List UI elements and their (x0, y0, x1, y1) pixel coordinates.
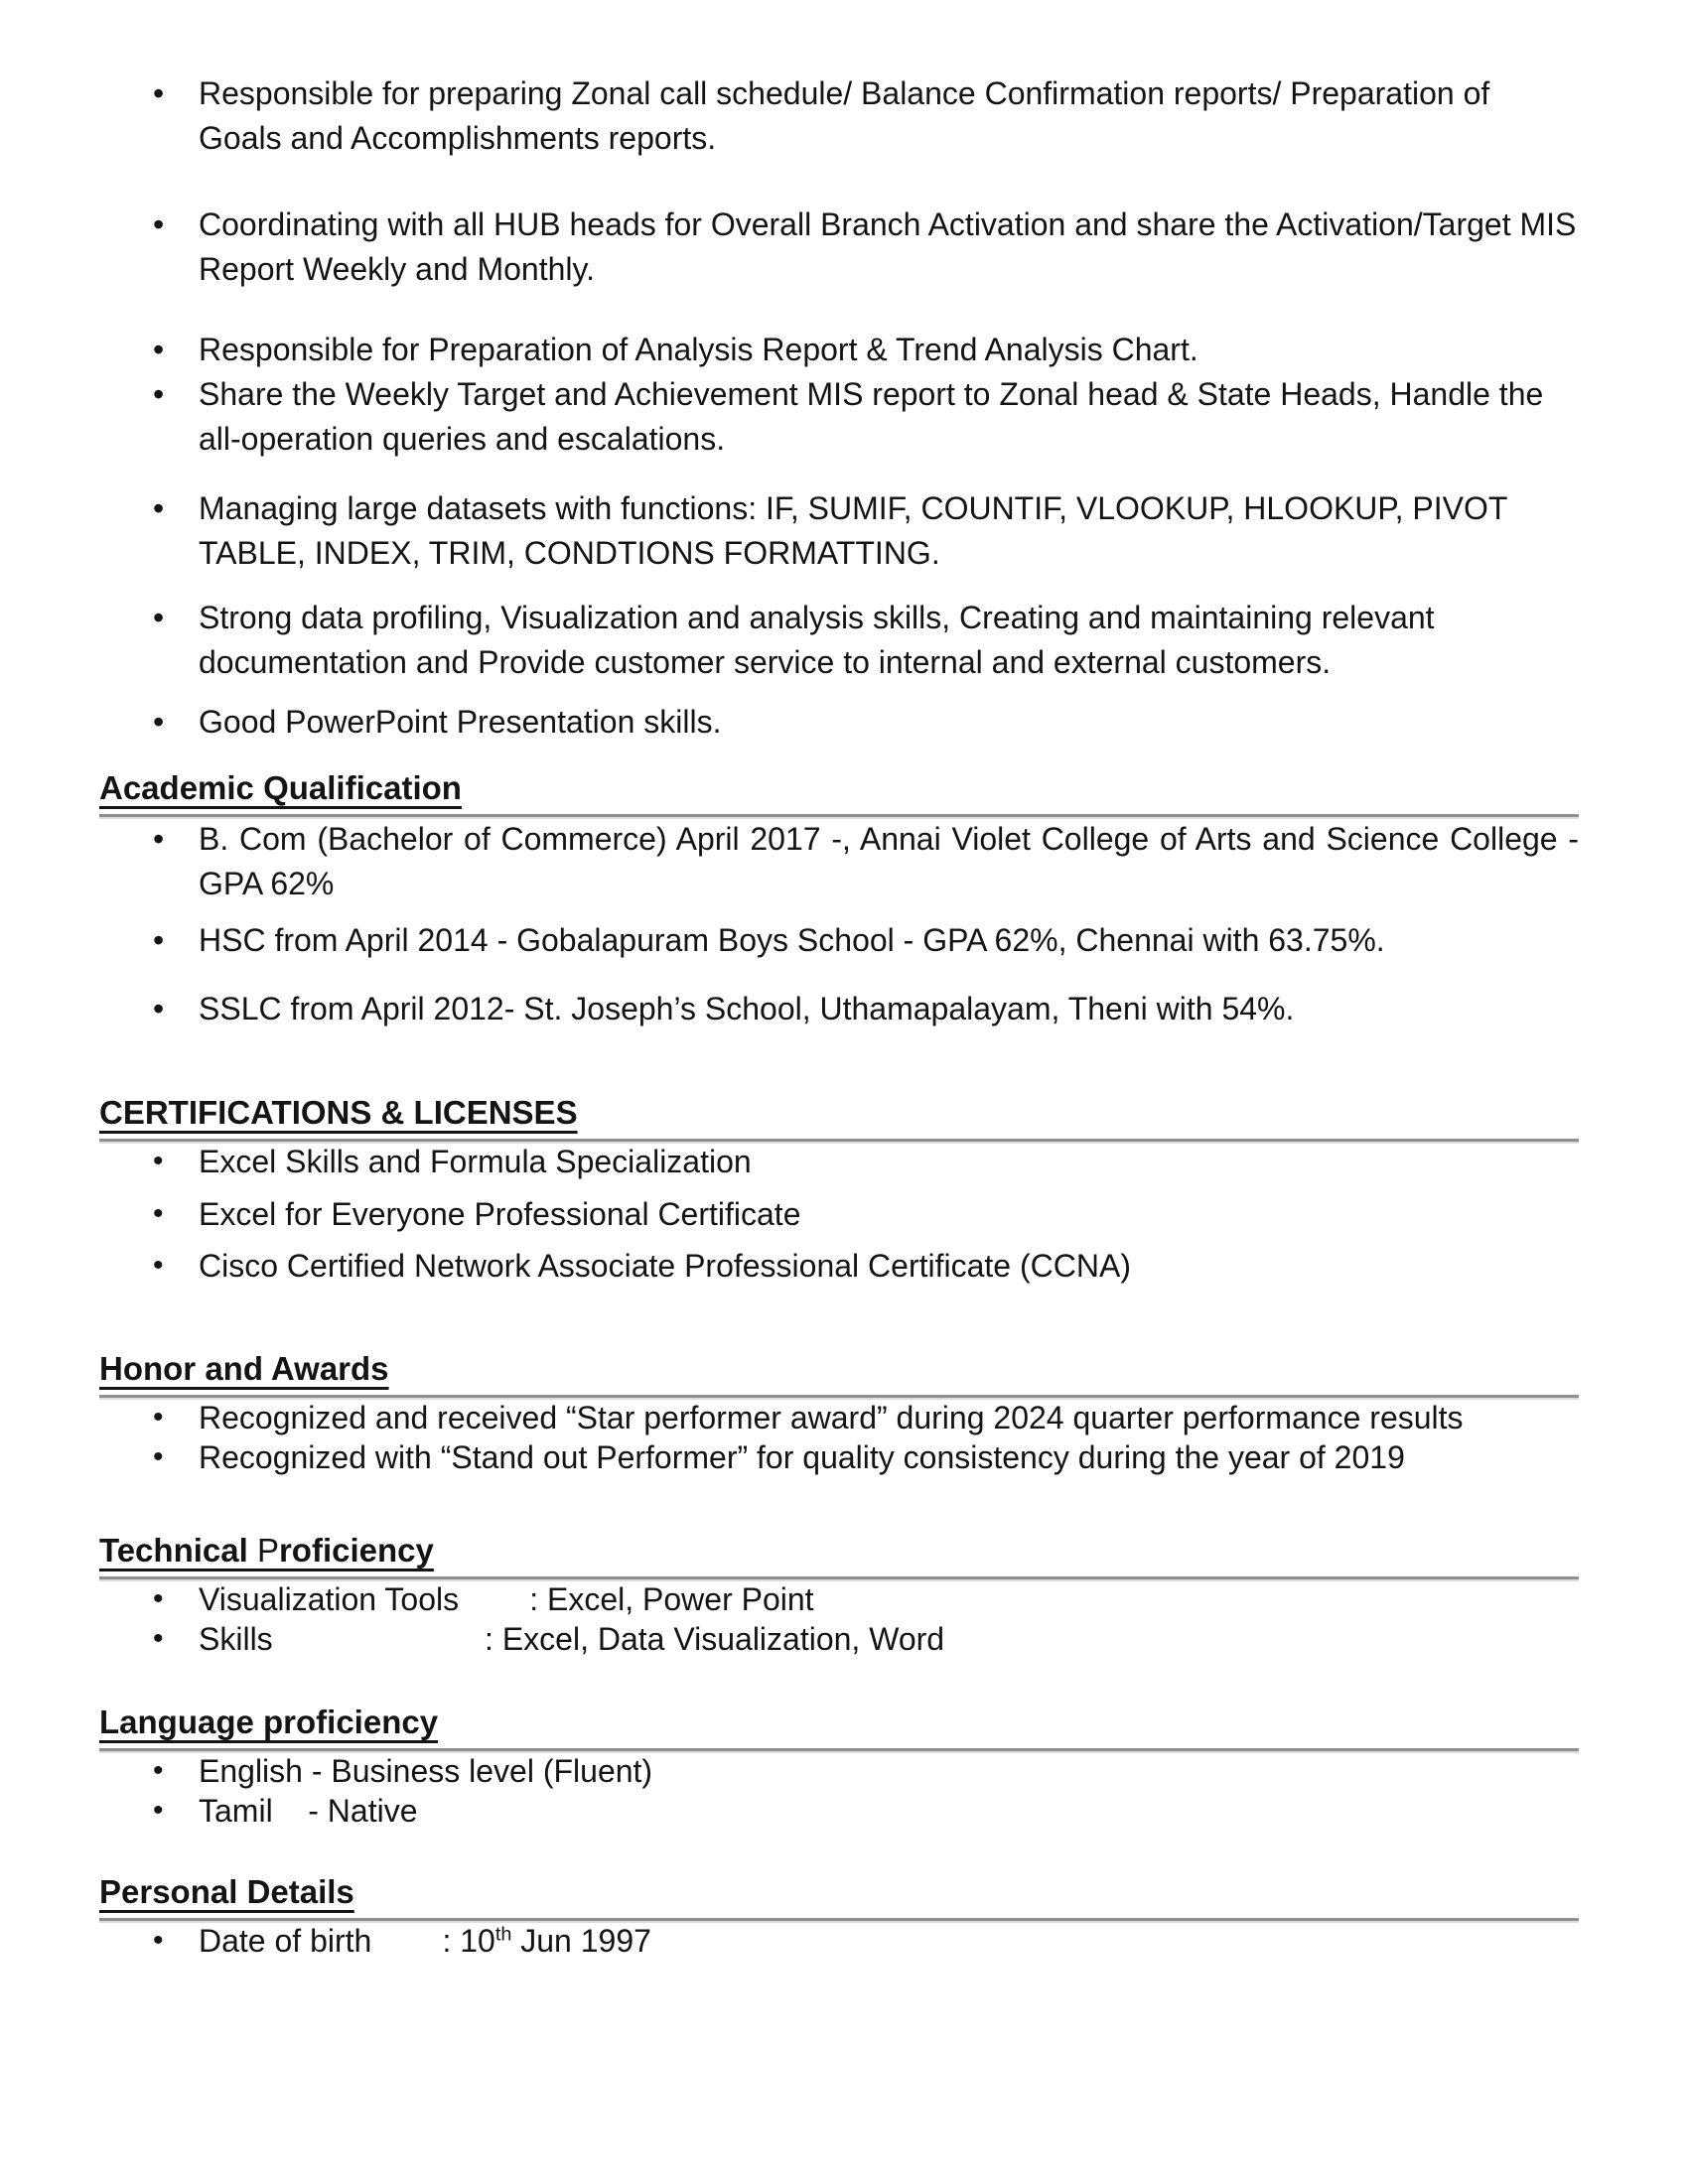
list-item (99, 1194, 1579, 1234)
list-item (99, 1437, 1579, 1477)
bullet-text: Recognized with “Stand out Performer” for quality consistency during the year of 2019 (199, 1439, 1405, 1475)
list-item (99, 486, 1579, 576)
list-item (99, 1619, 1579, 1659)
bullet-text: Good PowerPoint Presentation skills. (199, 704, 722, 740)
dob-prefix: Date of birth : 10 (199, 1923, 495, 1959)
certifications-list (99, 1142, 1579, 1286)
academic-qualification-list (99, 817, 1579, 1031)
bullet-text: Recognized and received “Star performer award” during 2024 quarter performance results (199, 1400, 1464, 1435)
bullet-text: Visualization Tools : Excel, Power Point (199, 1581, 814, 1617)
bullet-text: Strong data profiling, Visualization and analysis skills, Creating and maintaining relevant documentation and Provide customer service to internal and external customers. (199, 600, 1435, 680)
list-item (99, 700, 1579, 745)
list-item (99, 596, 1579, 685)
honors-awards-list (99, 1398, 1579, 1477)
section-heading-honors-awards (99, 1347, 1579, 1398)
bullet-text: SSLC from April 2012- St. Joseph’s School, Uthamapalayam, Theni with 54%. (199, 991, 1295, 1026)
personal-details-list (99, 1921, 1579, 1961)
heading-text: CERTIFICATIONS & LICENSES (99, 1094, 578, 1131)
list-item (99, 372, 1579, 462)
list-item (99, 987, 1579, 1031)
bullet-text: Skills : Excel, Data Visualization, Word (199, 1621, 945, 1657)
bullet-text: Excel Skills and Formula Specialization (199, 1144, 752, 1179)
section-heading-academic-qualification (99, 766, 1579, 817)
dob-superscript: th (494, 1923, 512, 1946)
language-proficiency-list (99, 1751, 1579, 1831)
heading-text: Honor and Awards (99, 1350, 389, 1387)
heading-part: Technical (99, 1532, 257, 1569)
bullet-text: Responsible for preparing Zonal call schedule/ Balance Confirmation reports/ Preparation of Goals and Accomplishments reports. (199, 75, 1490, 156)
section-heading-language-proficiency (99, 1701, 1579, 1751)
section-heading-personal-details (99, 1870, 1579, 1921)
technical-proficiency-list (99, 1579, 1579, 1659)
list-item (99, 1398, 1579, 1437)
bullet-text: Excel for Everyone Professional Certificate (199, 1196, 801, 1232)
list-item (99, 918, 1579, 963)
list-item (99, 203, 1579, 292)
list-item (99, 71, 1579, 161)
list-item (99, 328, 1579, 372)
bullet-text: B. Com (Bachelor of Commerce) April 2017 -, Annai Violet College of Arts and Science College - GPA 62% (199, 821, 1579, 901)
bullet-text: Responsible for Preparation of Analysis Report & Trend Analysis Chart. (199, 332, 1198, 367)
bullet-text: English - Business level (Fluent) (199, 1753, 653, 1789)
heading-part: roficiency (278, 1532, 434, 1569)
list-item (99, 1791, 1579, 1831)
bullet-text: Cisco Certified Network Associate Professional Certificate (CCNA) (199, 1248, 1131, 1284)
list-item (99, 1142, 1579, 1181)
bullet-text: Coordinating with all HUB heads for Overall Branch Activation and share the Activation/Target MIS Report Weekly and Monthly. (199, 206, 1577, 287)
list-item (99, 1246, 1579, 1286)
dob-suffix: Jun 1997 (511, 1923, 651, 1959)
bullet-text: Managing large datasets with functions: IF, SUMIF, COUNTIF, VLOOKUP, HLOOKUP, PIVOT TABLE, INDEX, TRIM, CONDTIONS FORMATTING. (199, 490, 1507, 571)
section-heading-certifications (99, 1091, 1579, 1142)
list-item (99, 1921, 1579, 1961)
bullet-text: Share the Weekly Target and Achievement MIS report to Zonal head & State Heads, Handle the all-operation queries and escalations. (199, 376, 1544, 457)
list-item (99, 1751, 1579, 1791)
list-item (99, 1579, 1579, 1619)
bullet-text: HSC from April 2014 - Gobalapuram Boys School - GPA 62%, Chennai with 63.75%. (199, 922, 1385, 958)
responsibilities-list (99, 71, 1579, 745)
list-item (99, 817, 1579, 906)
heading-text: Personal Details (99, 1873, 354, 1910)
section-heading-technical-proficiency (99, 1529, 1579, 1579)
heading-text (99, 1532, 434, 1569)
heading-text: Academic Qualification (99, 769, 462, 806)
heading-part: P (256, 1532, 279, 1569)
heading-text: Language proficiency (99, 1704, 439, 1740)
bullet-text: Tamil - Native (199, 1793, 418, 1829)
